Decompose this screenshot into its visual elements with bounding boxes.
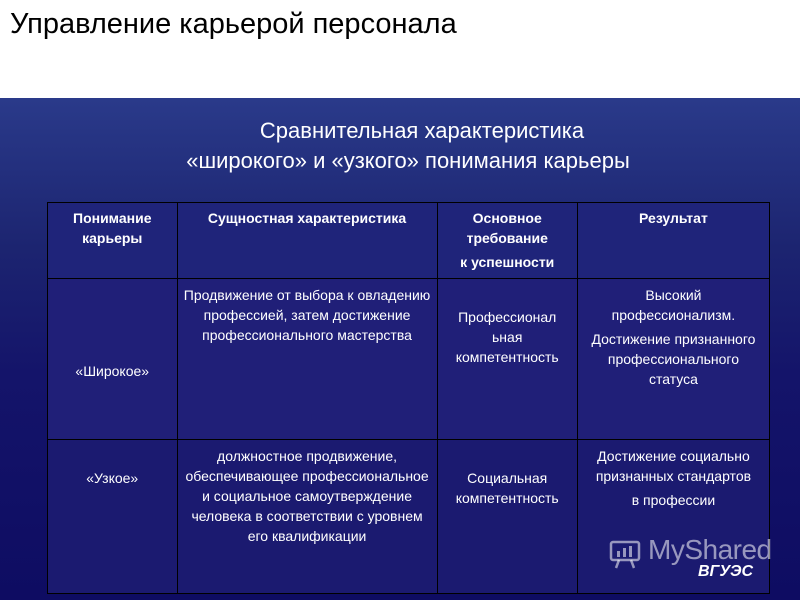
- row-type-cell: «Широкое»: [48, 279, 178, 440]
- row-requirement-cell: Профессионал ьная компетентность: [437, 279, 577, 440]
- header-result: Результат: [577, 203, 769, 279]
- watermark-text: MyShared: [648, 534, 772, 565]
- table-row: [48, 440, 770, 594]
- row-essence-cell: должностное продвижение, обеспечивающее профессиональное и социальное самоутверждение человека в соответствии с уровнем его квалификации: [177, 440, 437, 594]
- row-result-part2: в профессии: [631, 492, 716, 508]
- page-title: Управление карьерой персонала: [10, 8, 457, 40]
- header-requirement-line1: Основное требование: [466, 210, 548, 246]
- row-result-part1: Высокий профессионализм.: [611, 287, 736, 323]
- row-type-cell: «Узкое»: [48, 440, 178, 594]
- row-result-part1: Достижение социально признанных стандартов: [595, 448, 752, 484]
- row-essence-cell: Продвижение от выбора к овладению профессией, затем достижение профессионального мастерства: [177, 279, 437, 440]
- row-requirement-cell: Социальная компетентность: [437, 440, 577, 594]
- table-header-row: [48, 203, 770, 279]
- table-row: [48, 279, 770, 440]
- row-result-cell: [577, 279, 769, 440]
- presentation-board-icon: [609, 540, 643, 570]
- row-result-part2: Достижение признанного профессионального статуса: [591, 331, 756, 387]
- header-essence: Сущностная характеристика: [177, 203, 437, 279]
- university-logo: ВГУЭС: [698, 563, 754, 580]
- header-requirement-line2: к успешности: [460, 254, 555, 270]
- slide-subtitle-line2: «широкого» и «узкого» понимания карьеры: [186, 148, 630, 173]
- slide-subtitle-line1: Сравнительная характеристика: [259, 118, 585, 143]
- header-requirement: [437, 203, 577, 279]
- header-career-understanding: Понимание карьеры: [48, 203, 178, 279]
